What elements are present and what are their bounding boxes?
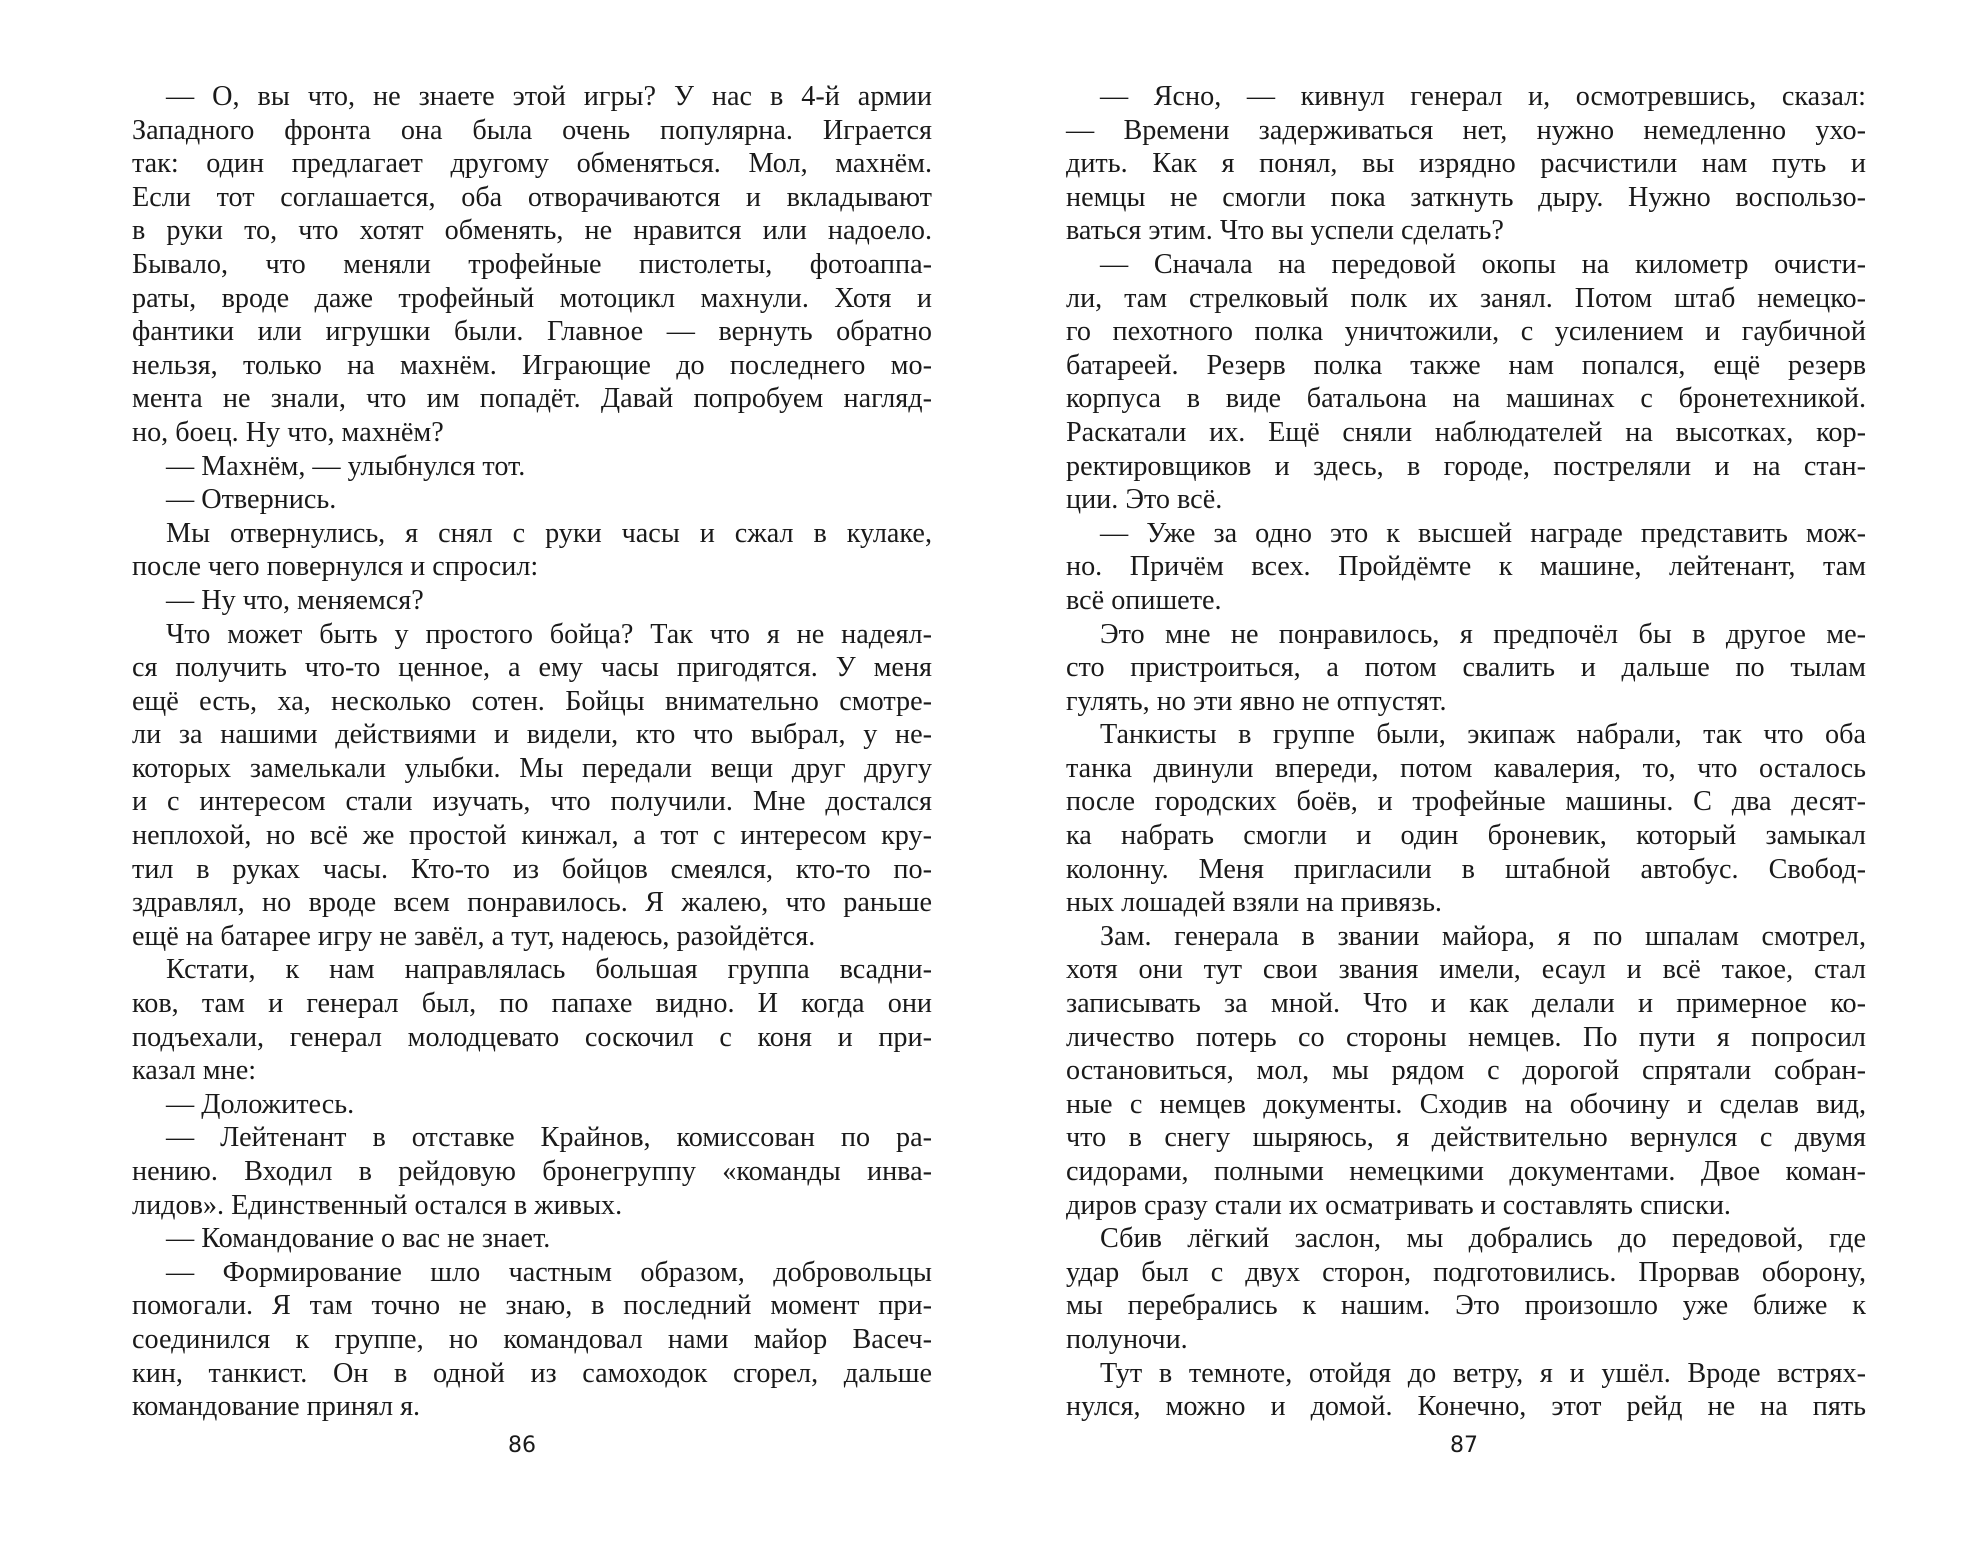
text-line: Бывало, что меняли трофейные пистолеты, фотоаппа- [132, 248, 932, 280]
text-line: ных лошадей взяли на привязь. [1066, 887, 1442, 919]
text-line: после чего повернулся и спросил: [132, 551, 539, 583]
text-line: удар был с двух сторон, подготовились. Прорвав оборону, [1066, 1256, 1866, 1288]
text-line: — Формирование шло частным образом, добровольцы [166, 1256, 932, 1288]
text-line: фантики или игрушки были. Главное — вернуть обратно [132, 316, 932, 348]
text-line: кин, танкист. Он в одной из самоходок сгорел, дальше [132, 1357, 932, 1389]
text-line: ваться этим. Что вы успели сделать? [1066, 215, 1504, 247]
text-line: казал мне: [132, 1055, 257, 1087]
text-line: ли, там стрелковый полк их занял. Потом штаб немецко- [1066, 282, 1866, 314]
text-line: батареей. Резерв полка также нам попался, ещё резерв [1066, 349, 1866, 381]
text-line: но. Причём всех. Пройдёмте к машине, лейтенант, там [1066, 551, 1866, 583]
text-line: — Отвернись. [166, 484, 337, 516]
text-line: в руки то, что хотят обменять, не нравится или надоело. [132, 215, 932, 247]
text-line: ректировщиков и здесь, в городе, постреляли и на стан- [1066, 450, 1866, 482]
text-line: — Махнём, — улыбнулся тот. [166, 450, 526, 482]
text-line: Кстати, к нам направлялась большая группа всадни- [166, 954, 932, 986]
text-line: колонну. Меня пригласили в штабной автобус. Свобод- [1066, 853, 1866, 885]
text-line: — Командование о вас не знает. [166, 1223, 551, 1255]
text-line: Западного фронта она была очень популярна. Играется [132, 114, 932, 146]
text-line: остановиться, мол, мы рядом с дорогой спрятали собран- [1066, 1055, 1866, 1087]
text-line: ли за нашими действиями и видели, кто что выбрал, у не- [132, 719, 932, 751]
text-line: гулять, но эти явно не отпустят. [1066, 685, 1447, 717]
text-line: но, боец. Ну что, махнём? [132, 416, 444, 448]
text-line: подъехали, генерал молодцевато соскочил с коня и при- [132, 1021, 932, 1053]
text-line: Что может быть у простого бойца? Так что я не надеял- [166, 618, 932, 650]
text-line: неплохой, но всё же простой кинжал, а тот с интересом кру- [132, 820, 932, 852]
text-line: ные с немцев документы. Сходив на обочину и сделав вид, [1066, 1088, 1866, 1120]
text-line: ся получить что-то ценное, а ему часы пригодятся. У меня [132, 652, 932, 684]
text-line: Тут в темноте, отойдя до ветру, я и ушёл. Вроде встрях- [1100, 1357, 1866, 1389]
text-line: здравлял, но вроде всем понравилось. Я жалею, что раньше [132, 887, 932, 919]
text-line: дить. Как я понял, вы изрядно расчистили нам путь и [1066, 148, 1866, 180]
text-line: мы перебрались к нашим. Это произошло уже ближе к [1066, 1290, 1866, 1322]
text-line: — Сначала на передовой окопы на километр очисти- [1100, 248, 1866, 280]
text-line: — Лейтенант в отставке Крайнов, комиссован по ра- [166, 1122, 932, 1154]
left-page-number: 86 [508, 1433, 536, 1458]
text-line: хотя они тут свои звания имели, есаул и всё такое, стал [1066, 954, 1866, 986]
text-line: командование принял я. [132, 1391, 421, 1423]
text-line: нельзя, только на махнём. Играющие до последнего мо- [132, 349, 932, 381]
text-line: личество потерь со стороны немцев. По пути я попросил [1066, 1021, 1866, 1053]
text-line: Мы отвернулись, я снял с руки часы и сжал в кулаке, [166, 517, 932, 549]
text-line: корпуса в виде батальона на машинах с бронетехникой. [1066, 383, 1866, 415]
text-line: и с интересом стали изучать, что получили. Мне достался [132, 786, 932, 818]
text-line: лидов». Единственный остался в живых. [132, 1189, 623, 1221]
text-line: Сбив лёгкий заслон, мы добрались до передовой, где [1100, 1223, 1866, 1255]
left-page-text [132, 80, 932, 1424]
text-line: Если тот соглашается, оба отворачиваются и вкладывают [132, 181, 932, 213]
text-line: ещё есть, ха, несколько сотен. Бойцы внимательно смотре- [132, 685, 932, 717]
right-page-number: 87 [1450, 1433, 1478, 1458]
text-line: — Доложитесь. [166, 1088, 355, 1120]
text-line: Танкисты в группе были, экипаж набрали, так что оба [1100, 719, 1866, 751]
text-line: — О, вы что, не знаете этой игры? У нас в 4-й армии [166, 81, 932, 112]
text-line: так: один предлагает другому обменяться. Мол, махнём. [132, 148, 932, 180]
text-line: тил в руках часы. Кто-то из бойцов смеялся, кто-то по- [132, 853, 932, 885]
right-page-text [1066, 80, 1866, 1424]
text-line: Это мне не понравилось, я предпочёл бы в другое ме- [1100, 618, 1866, 650]
text-line: мента не знали, что им попадёт. Давай попробуем нагляд- [132, 383, 932, 415]
text-line: ка набрать смогли и один броневик, который замыкал [1066, 820, 1866, 852]
text-line: после городских боёв, и трофейные машины. С два десят- [1066, 786, 1866, 818]
text-line: диров сразу стали их осматривать и составлять списки. [1066, 1189, 1731, 1221]
text-line: которых замелькали улыбки. Мы передали вещи друг другу [132, 752, 932, 784]
text-line: ции. Это всё. [1066, 484, 1223, 516]
text-line: — Ясно, — кивнул генерал и, осмотревшись, сказал: [1100, 81, 1866, 112]
text-line: — Уже за одно это к высшей награде представить мож- [1100, 517, 1866, 549]
text-line: немцы не смогли пока заткнуть дыру. Нужно воспользо- [1066, 181, 1866, 213]
text-line: ков, там и генерал был, по папахе видно. И когда они [132, 988, 932, 1020]
text-line: нулся, можно и домой. Конечно, этот рейд не на пять [1066, 1391, 1866, 1423]
text-line: помогали. Я там точно не знаю, в последний момент при- [132, 1290, 932, 1322]
text-line: нению. Входил в рейдовую бронегруппу «команды инва- [132, 1156, 932, 1187]
text-line: го пехотного полка уничтожили, с усилением и гаубичной [1066, 316, 1866, 348]
text-line: ещё на батарее игру не завёл, а тут, надеюсь, разойдётся. [132, 920, 816, 952]
text-line: Раскатали их. Ещё сняли наблюдателей на высотках, кор- [1066, 416, 1866, 448]
text-line: что в снегу шыряюсь, я действительно вернулся с двумя [1066, 1122, 1866, 1154]
text-line: — Ну что, меняемся? [166, 584, 424, 616]
text-line: Зам. генерала в звании майора, я по шпалам смотрел, [1100, 920, 1866, 952]
text-line: всё опишете. [1066, 584, 1222, 616]
text-line: сто пристроиться, а потом свалить и дальше по тылам [1066, 652, 1866, 684]
text-line: танка двинули впереди, потом кавалерия, то, что осталось [1066, 752, 1866, 784]
text-line: соединился к группе, но командовал нами майор Васеч- [132, 1323, 932, 1355]
text-line: полуночи. [1066, 1323, 1188, 1355]
text-line: сидорами, полными немецкими документами. Двое коман- [1066, 1156, 1866, 1187]
text-line: — Времени задерживаться нет, нужно немедленно ухо- [1066, 114, 1866, 146]
text-line: записывать за мной. Что и как делали и примерное ко- [1066, 988, 1866, 1020]
text-line: раты, вроде даже трофейный мотоцикл махнули. Хотя и [132, 282, 932, 314]
